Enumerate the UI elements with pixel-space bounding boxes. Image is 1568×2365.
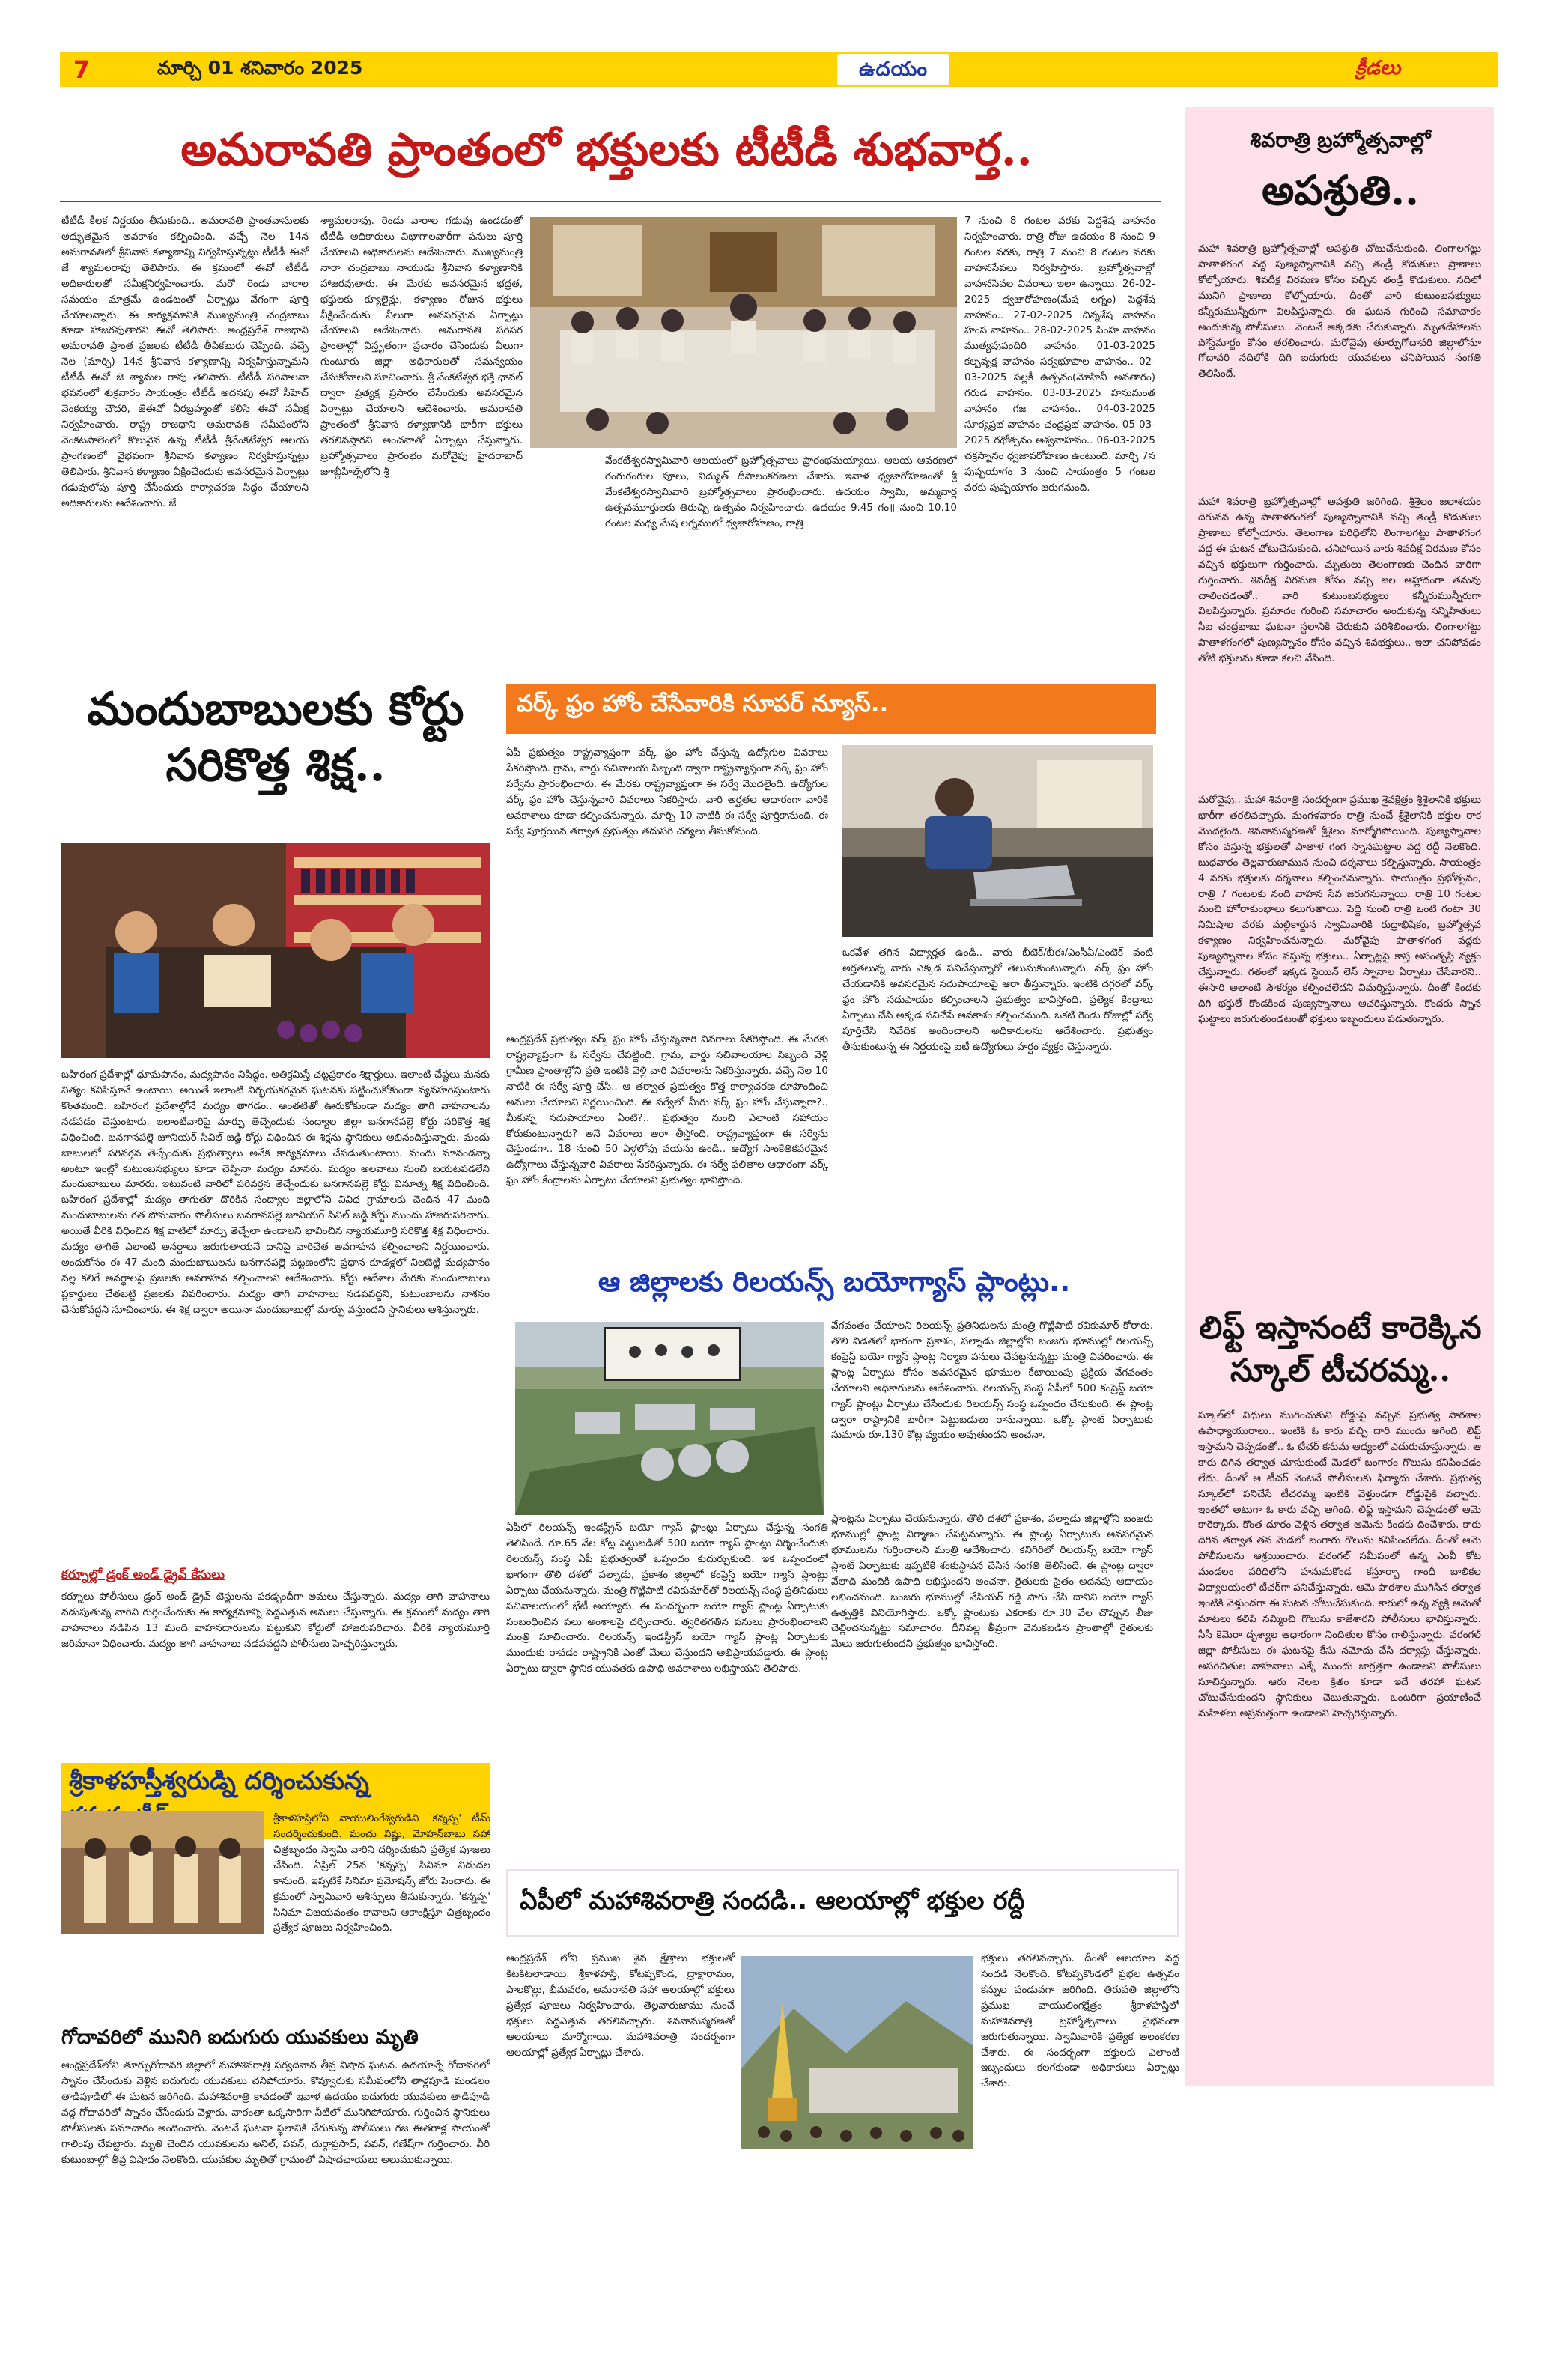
temples-headline-box (506, 1869, 1179, 1937)
page-number: 7 (60, 52, 103, 87)
biogas-plant-photo (515, 1322, 824, 1515)
wfh-headline: వర్క్ ఫ్రం హోం చేసేవారికి సూపర్ న్యూస్.. (517, 690, 889, 717)
lead-headline: అమరావతి ప్రాంతంలో భక్తులకు టీటీడీ శుభవార్త.. (180, 124, 1033, 176)
sidebar-text-3: మరోవైపు.. మహా శివరాత్రి సందర్భంగా ప్రముఖ శైవక్షేత్రం శ్రీశైలానికి భక్తులు భారీగా తరలివచ్చారు. మంగళవారం రాత్రి నుంచే శ్రీశైలానికి భక్తుల రాక మొదలైంది. శివనామస్మరణతో శ్రీశైలం మార్మోగిపోయింది. పుణ్యస్నానాల కోసం వస్తున్న భక్తులతో పాతాళ గంగ స్నానఘట్టాల వద్ద రద్దీ నెలకొంది. బుధవారం తెల్లవారుజామున నుంచి దర్శనాలు కల్పిస్తున్నారు. సాయంత్రం 4 వరకు భక్తులకు దర్శనాలు కల్పించనున్నారు. సాయంత్రం ప్రభోత్సవం, రాత్రి 7 గంటలకు నంది వాహన సేవ జరుగనున్నాయి. రాత్రి 10 గంటల నుంచి హోరాకుంభాలు కలుగుతాయి. పెద్ది నుంచి రాత్రి ఒంటి గంటా 30 నిమిషాల వరకు మల్లికార్జున స్వామివారికి రుద్రాభిషేకం, బ్రహ్మోత్సవ కళ్యాణం నిర్వహించనున్నారు. మరోవైపు పాతాళగంగ వద్దకు పుణ్యస్నానాల కోసం వస్తున్న భక్తులు.. ఏర్పాట్లపై కాస్త అసంతృప్తి వ్యక్తం చేస్తున్నారు. గతంలో ఇక్కడ స్టెయిన్ లెస్ స్నానాల ఏర్పాటు చేసేవారని.. ఈసారి అలాంటి సౌకర్యం కల్పించలేదని విమర్శిస్తున్నారు. దీంతో కిందకు దిగి భక్తులే కొండకింద పుణ్యస్నానాలు ఆచరిస్తున్నారు. కొందరు స్నాన ఘట్టాలు జరుగుతుండటంతో భక్తులు ఇబ్బందులు పడుతున్నారు. (1198, 794, 1481, 1025)
kannappa-text: శ్రీకాళహస్తిలోని వాయులింగేశ్వరుడిని 'కన్నప్ప' టీమ్ సందర్శించుకుంది. మంచు విష్ణు, మోహన్‌బాబు సహా చిత్రబృందం స్వామి వారిని దర్శించుకుని ప్రత్యేక పూజలు చేసింది. ఏప్రిల్ 25న 'కన్నప్ప' సినిమా విడుదల కానుంది. ఇప్పటికే సినిమా ప్రమోషన్స్ జోరు పెంచారు. ఈ క్రమంలో స్వామివారి ఆశీస్సులు తీసుకున్నారు. 'కన్నప్ప' సినిమా విజయవంతం కావాలని ఆకాంక్షిస్తూ చిత్రబృందం ప్రత్యేక పూజలు నిర్వహించింది. (273, 1812, 490, 1934)
wfh-text-2: ఆంధ్రప్రదేశ్ ప్రభుత్వం వర్క్ ఫ్రం హోం చేస్తున్నవారి వివరాలు సేకరిస్తోంది. ఈ మేరకు రాష్ట్రవ్యాప్తంగా ఓ సర్వేను చేపట్టింది. గ్రామ, వార్డు సచివాలయాల సిబ్బంది వెళ్లి గ్రామీణ ప్రాంతాల్లోని ప్రతి ఇంటికి వెళ్లి వారి వివరాలను సేకరిస్తున్నారు. వచ్చే నెల 10 నాటికి ఈ సర్వే పూర్తి చేసి.. ఆ తర్వాత ప్రభుత్వం కొత్త కార్యాచరణ రూపొందించి అమలు చేయాలని నిర్ణయించింది. ఈ సర్వేలో మీరు వర్క్ ఫ్రం హోం చేస్తున్నారా?.. మీకున్న సదుపాయాలు ఏంటి?.. ప్రభుత్వం నుంచి ఎలాంటి సహాయం కోరుకుంటున్నారు? అనే వివరాలు ఆరా తీస్తోంది. రాష్ట్రవ్యాప్తంగా ఈ సర్వేను చేస్తుండగా.. 18 నుంచి 50 ఏళ్లలోపు వయసు ఉండి.. ఉద్యోగ సాంకేతికపరమైన ఉద్యోగాలు చేస్తున్నవారి వివరాలు సేకరిస్తున్నారు. ఈ సర్వే ఫలితాల ఆధారంగా వర్క్ ఫ్రం హోం కేంద్రాలను ఏర్పాటు చేయాలని ప్రభుత్వం భావిస్తోంది. (506, 1033, 828, 1187)
headline-divider (60, 201, 1161, 202)
court-headline: మందుబాబులకు కోర్టు సరికొత్త శిక్ష.. (87, 683, 464, 792)
sidebar-title: అపశ్రుతి.. (1262, 166, 1419, 214)
header-date: మార్చి 01 శనివారం 2025 (157, 57, 363, 79)
ttd-meeting-photo (530, 217, 957, 448)
section-name[interactable]: క్రీడలు (1355, 57, 1401, 79)
reliance-text-2: ఏపీలో రిలయన్స్ ఇండస్ట్రీస్ బయో గ్యాస్ ప్లాంట్లు ఏర్పాటు చేస్తున్న సంగతి తెలిసిందే. రూ.65 వేల కోట్ల పెట్టుబడితో 500 బయో గ్యాస్ ప్లాంట్లు నిర్మించేందుకు రిలయన్స్ సంస్థ ఏపీ ప్రభుత్వంతో ఒప్పందం కుదుర్చుకుంది. ఇక ఒప్పందంలో భాగంగా తొలి దశలో పల్నాడు, ప్రకాశం జిల్లాలో కంప్రెస్డ్ బయో గ్యాస్ ప్లాంట్లు ఏర్పాటు చేయనున్నారు. మంత్రి గొట్టిపాటి రవికుమార్‌తో రిలయన్స్ సంస్థ ప్రతినిధులు సచివాలయంలో భేటీ అయ్యారు. ఈ సందర్భంగా బయో గ్యాస్ ప్లాంట్ల ఏర్పాటుకు సంబంధించిన పలు అంశాలపై చర్చించారు. త్వరితగతిన పనులు ప్రారంభించాలని మంత్రి సూచించారు. రిలయన్స్ ఇండస్ట్రీస్ బయో గ్యాస్ ప్లాంట్ల ఏర్పాటుకు ముందుకు రావడం రాష్ట్రానికి ఎంతో మేలు చేస్తుందని అభిప్రాయపడ్డారు. ఈ ప్లాంట్ల ఏర్పాటు ద్వారా స్థానిక యువతకు ఉపాధి అవకాశాలు లభిస్తాయని తెలిపారు. (506, 1522, 828, 1675)
court-story-text-2: కర్నూలు పోలీసులు డ్రంక్ అండ్ డ్రైవ్ టెస్టులను పకడ్బందీగా అమలు చేస్తున్నారు. మద్యం తాగి వాహనాలు నడుపుతున్న వారిని గుర్తించేందుకు ఈ కార్యక్రమాన్ని పెద్దఎత్తున అమలు చేస్తున్నారు. ఈ క్రమంలో మద్యం తాగి వాహనాలు నడిపిన 13 మంది వాహనదారులను పట్టుకుని కోర్టులో హాజరుపరిచారు. వీరికి న్యాయమూర్తి జరిమానా విధించారు. మద్యం తాగి వాహనాలు నడపవద్దని పోలీసులు హెచ్చరిస్తున్నారు. (61, 1591, 490, 1650)
lead-column-4: 7 నుంచి 8 గంటల వరకు పెద్దశేష వాహనం నిర్వహించారు. రాత్రి రోజు ఉదయం 8 నుంచి 9 గంటల వరకు, రాత్రి 7 నుంచి 8 గంటల వరకు వాహనసేవలు నిర్వహిస్తారు. బ్రహ్మోత్సవాల్లో వాహనసేవల వివరాలు ఇలా ఉన్నాయి. 26-02-2025 ధ్వజారోహణం(మేష లగ్నం) పెద్దశేష వాహనం.. 27-02-2025 చిన్నశేష వాహనం హంస వాహనం.. 28-02-2025 సింహ వాహనం ముత్యపుపందిరి వాహనం. 01-03-2025 కల్పవృక్ష వాహనం సర్వభూపాల వాహనం.. 02-03-2025 పల్లకీ ఉత్సవం(మోహినీ అవతారం) గరుడ వాహనం. 03-03-2025 హనుమంత వాహనం గజ వాహనం.. 04-03-2025 సూర్యప్రభ వాహనం చంద్రప్రభ వాహనం. 05-03-2025 రథోత్సవం అశ్వవాహనం.. 06-03-2025 చక్రస్నానం ధ్వజావరోహణం ఉంటుంది. మార్చి 7న పుష్పయాగం 3 నుంచి సాయంత్రం 5 గంటల వరకు పుష్పయాగం జరుగనుంది. (964, 215, 1155, 494)
lead-column-2: శ్యామలరావు. రెండు వారాల గడువు ఉండడంతో టీటీడీ అధికారులు విభాగాలవారీగా పనులు పూర్తి చేయాలని అధికారులను ఆదేశించారు. ముఖ్యమంత్రి నారా చంద్రబాబు నాయుడు శ్రీనివాస కళ్యాణానికి హాజరవుతారు. ఈ మేరకు అవసరమైన భద్రత, భక్తులకు క్యూలైన్లు, కళ్యాణం రోజున భక్తులు వీక్షించేందుకు వీలుగా అవసరమైన ఏర్పాట్లు చేయాలని ఆదేశించారు. అమరావతి పరిసర ప్రాంతాల్లో విస్తృతంగా ప్రచారం చేసేందుకు వీలుగా గుంటూరు జిల్లా అధికారులతో సమన్వయం చేసుకోవాలని సూచించారు. శ్రీ వేంకటేశ్వర భక్తి ఛానల్ ద్వారా ప్రత్యక్ష ప్రసారం చేసేందుకు అవసరమైన ఏర్పాట్లు చేయాలని ఆదేశించారు. అమరావతి ప్రాంతంలో శ్రీనివాస కళ్యాణానికి భారీగా భక్తులు తరలివస్తారని అంచనాతో ఏర్పాట్లు చేస్తున్నారు. బ్రహ్మోత్సవాలు ప్రారంభం మరోవైపు హైదరాబాద్ జూబ్లీహిల్స్‌లోని శ్రీ (320, 215, 523, 478)
logo-text: ఉదయం (858, 58, 929, 81)
reliance-text-1: వేగవంతం చేయాలని రిలయన్స్ ప్రతినిధులను మంత్రి గొట్టిపాటి రవికుమార్ కోరారు. తొలి విడతలో భాగంగా ప్రకాశం, పల్నాడు జిల్లాల్లోని బంజరు భూముల్లో రిలయన్స్ కంప్రెస్డ్ బయో గ్యాస్ ప్లాంట్ల నిర్మాణ పనులు చేపట్టనున్నట్టు మంత్రి వివరించారు. ఈ ప్లాంట్ల ఏర్పాటు కోసం అవసరమైన భూముల కేటాయింపు ప్రక్రియ వేగవంతం చేయాలని అధికారులను ఆదేశించారు. రిలయన్స్ సంస్థ ఏపీలో 500 కంప్రెస్డ్ బయో గ్యాస్ ప్లాంట్లు ఏర్పాటు చేసేందుకు రిలయన్స్ సంస్థ ఒప్పందం చేసుకుంది. ఈ ప్లాంట్ల ద్వారా రాష్ట్రానికి భారీగా పెట్టుబడులు రానున్నాయి. ఒక్కో ప్లాంట్ ఏర్పాటుకు సుమారు రూ.130 కోట్ల వ్యయం అవుతుందని అంచనా. (831, 1320, 1153, 1442)
sidebar-text-2: మహా శివరాత్రి బ్రహ్మోత్సవాల్లో అపశ్రుతి జరిగింది. శ్రీశైలం జలాశయం దిగువన ఉన్న పాతాళగంగలో పుణ్యస్నానానికి వచ్చి తండ్రీ కొడుకులు ప్రాణాలు కోల్పోయారు. తెలంగాణ పరిధిలోని లింగాలగట్టు పాతాళగంగ వద్ద ఈ ఘటన చోటుచేసుకుంది. చనిపోయిన వారు శివదీక్ష విరమణ కోసం వచ్చిన భక్తులుగా గుర్తించారు. మృతులు తెలంగాణకు చెందిన వారిగా గుర్తించారు. శివదీక్ష విరమణ కోసం వచ్చి జల ఆహ్లాదంగా తనువు చాలించడంతో.. వారి కుటుంబసభ్యులు కన్నీరుమున్నీరుగా విలపిస్తున్నారు. ప్రమాదం గురించి సమాచారం అందుకున్న సన్నిహితులు సీఐ చంద్రబాబు ఘటనా స్థలానికి చేరుకుని పరిశీలించారు. లింగాలగట్టు పాతాళగంగలో పుణ్యస్నానం కోసం వచ్చిన శివభక్తులు.. ఇలా చనిపోవడం తోటి భక్తులను కూడా కలచి వేసింది. (1198, 496, 1481, 665)
newspaper-logo[interactable] (837, 54, 949, 85)
laptop-photo (842, 745, 1153, 937)
reliance-text-3: ప్లాంట్లను ఏర్పాటు చేయనున్నారు. తొలి దశలో ప్రకాశం, పల్నాడు జిల్లాల్లోని బంజరు భూముల్లో ప్లాంట్ల నిర్మాణం చేపట్టనున్నారు. ఈ ప్లాంట్ల ఏర్పాటుకు అవసరమైన భూములను గుర్తించాలని మంత్రి ఆదేశించారు. కనిగిరిలో రిలయన్స్ బయో గ్యాస్ ప్లాంట్ ఏర్పాటుకు ఇప్పటికే శంకుస్థాపన చేసిన సంగతి తెలిసిందే. ఈ ప్లాంట్ల ద్వారా వేలాది మందికి ఉపాధి లభిస్తుందని అంచనా. రైతులకు సైతం అదనపు ఆదాయం లభించనుంది. బంజరు భూముల్లో నేపియర్ గడ్డి సాగు చేసి దానిని బయో గ్యాస్ ఉత్పత్తికి వినియోగిస్తారు. ఒక్కో ప్లాంటుకు ఎకరాకు రూ.30 వేల చొప్పున లీజు చెల్లించనున్నట్టు సమాచారం. దీనివల్ల తీవ్రంగా వెనుకబడిన ప్రాంతాల్లో రైతులకు మేలు జరుగుతుందని ప్రభుత్వం భావిస్తోంది. (831, 1513, 1153, 1651)
reliance-headline: ఆ జిల్లాలకు రిలయన్స్ బయోగ్యాస్ ప్లాంట్లు.. (598, 1266, 1071, 1298)
temples-headline: ఏపీలో మహాశివరాత్రి సందడి.. ఆలయాల్లో భక్తుల రద్దీ (520, 1886, 1025, 1915)
lead-column-1: టీటీడీ కీలక నిర్ణయం తీసుకుంది.. అమరావతి ప్రాంతవాసులకు అద్భుతమైన అవకాశం కల్పించింది. వచ్చే నెల 14న అమరావతిలో శ్రీనివాస కళ్యాణాన్ని నిర్వహిస్తున్నట్లు టీటీడీ ఈవో జే శ్యామలరావు తెలిపారు. ఈ క్రమంలో ఈవో టీటీడీ అధికారులతో సమీక్షనిర్వహించారు. మరో రెండు వారాల సమయం మాత్రమే ఉండటంతో ఏర్పాట్లు వేగంగా పూర్తి చేయాలన్నారు. ఈ కార్యక్రమానికి ముఖ్యమంత్రి చంద్రబాబు కూడా హాజరవుతారని ఈవో తెలిపారు. అంధ్రప్రదేశ్ రాజధాని అమరావతి ప్రాంత ప్రజలకు టీటీడీ తీపికబురు చెప్పింది. వచ్చే నెల (మార్చి) 14న శ్రీనివాస కళ్యాణాన్ని నిర్వహిస్తున్నామని టీటీడీ ఈవో జె శ్యామల రావు తెలిపారు. టీటీడీ పరిపాలనా భవనంలో శుక్రవారం సాయంత్రం టీటీడీ అదనపు ఈవో సీహెచ్ వెంకయ్య చౌదరి, జేఈవో వీరబ్రహ్మంతో కలిసి ఈవో సమీక్ష నిర్వహించారు. రాష్ట్ర రాజధాని అమరావతి సమీపంలోని వెంకటపాలెంలో కొలువైన ఉన్న టీటీడీ శ్రీవేంకటేశ్వర ఆలయ ప్రాంగణంలో వైభవంగా శ్రీనివాస కళ్యాణం నిర్వహిస్తున్నట్లు తెలిపారు. శ్రీనివాస కళ్యాణం వీక్షించేందుకు అవసరమైన ఏర్పాట్లు గడువులోపు పూర్తి చేసేందుకు కార్యాచరణ సిద్ధం చేయాలని అధికారులను ఆదేశించారు. జే (61, 215, 309, 509)
court-subhead: కర్నూల్లో డ్రంక్ అండ్ డ్రైవ్ కేసులు (61, 1567, 225, 1582)
liquor-shop-photo (61, 843, 490, 1058)
temple-crowd-photo (741, 1956, 973, 2149)
lift-headline: లిఫ్ట్ ఇస్తానంటే కారెక్కిన స్కూల్ టీచరమ్మ.. (1199, 1309, 1482, 1388)
godavari-headline: గోదావరిలో మునిగి ఐదుగురు యువకులు మృతి (61, 2027, 419, 2049)
lead-column-3: వేంకటేశ్వరస్వామివారి ఆలయంలో బ్రహ్మోత్సవాలు ప్రారంభమయ్యాయి. ఆలయ ఆవరణలో రంగురంగుల పూలు, విద్యుత్ దీపాలంకరణలు చేశారు. ఇవాళ ధ్వజారోహణంతో శ్రీ వేంకటేశ్వరస్వామివారి బ్రహ్మోత్సవాలు ప్రారంభించారు. ఉదయం స్వామి, అమ్మవార్ల ఉత్సవమూర్తులకు తిరుచ్చి ఉత్సవం నిర్వహించారు. ఉదయం 9.45 గం॥ నుంచి 10.10 గంటల మధ్య మేష లగ్నములో ధ్వజారోహణం, రాత్రి (605, 455, 957, 529)
temples-text-2: భక్తులు తరలివచ్చారు. దీంతో ఆలయాల వద్ద సందడి నెలకొంది. కోటప్పకొండలో ప్రభల ఉత్సవం కన్నుల పండువగా జరిగింది. తిరుపతి జిల్లాలోని ప్రముఖ వాయులింగక్షేత్రం శ్రీకాళహస్తిలో మహాశివరాత్రి బ్రహ్మోత్సవాలు వైభవంగా జరుగుతున్నాయి. స్వామివారికి ప్రత్యేక అలంకరణ చేశారు. ఈ సందర్భంగా భక్తులకు ఎలాంటి ఇబ్బందులు కలగకుండా అధికారులు ఏర్పాట్లు చేశారు. (981, 1952, 1179, 2090)
godavari-text: ఆంధ్రప్రదేశ్‌లోని తూర్పుగోదావరి జిల్లాలో మహాశివరాత్రి పర్వదినాన తీవ్ర విషాద ఘటన. ఉదయాన్నే గోదావరిలో స్నానం చేసేందుకు వెళ్లిన ఐదుగురు యువకులు చనిపోయారు. కొవ్వూరుకు సమీపంలోని తాళ్లపూడి మండలం తాడిపూడిలో ఈ ఘటన జరిగింది. మహాశివరాత్రి కావడంతో ఇవాళ ఉదయం ఐదుగురు యువకులు తాడిపూడి వద్ద గోదావరిలో స్నానం చేసేందుకు వెళ్లారు. వారంతా ఒక్కసారిగా నీటిలో మునిగిపోయారు. గుర్తించిన స్థానికులు పోలీసులకు సమాచారం అందించారు. వెంటనే ఘటనా స్థలానికి చేరుకున్న పోలీసులు గజ ఈతగాళ్ల సాయంతో గాలింపు చేపట్టారు. మృతి చెందిన యువకులను అనిల్, పవన్, దుర్గాప్రసాద్, పవన్, గణేష్‌గా గుర్తించారు. వీరి కుటుంబాల్లో తీవ్ర విషాదం నెలకొంది. యువకుల మృతితో గ్రామంలో విషాదఛాయలు అలుముకున్నాయి. (61, 2059, 490, 2166)
wfh-text-1: ఏపీ ప్రభుత్వం రాష్ట్రవ్యాప్తంగా వర్క్ ఫ్రం హోం చేస్తున్న ఉద్యోగుల వివరాలు సేకరిస్తోంది. గ్రామ, వార్డు సచివాలయ సిబ్బంది ద్వారా రాష్ట్రవ్యాప్తంగా వర్క్ ఫ్రం హోం సర్వేను ప్రారంభించారు. ఈ మేరకు రాష్ట్రవ్యాప్తంగా ఈ సర్వే మొదలైంది. ఉద్యోగుల వర్క్ ఫ్రం హోం చేస్తున్నవారి వివరాలు సేకరిస్తారు. వారి అర్హతల ఆధారంగా వారికి అవకాశాలు కూడా కల్పించనున్నారు. మార్చి 10 నాటికి ఈ సర్వే పూర్తికానుంది. ఈ సర్వే పూర్తయిన తర్వాత ప్రభుత్వం తదుపరి చర్యలు తీసుకోనుంది. (506, 747, 828, 837)
court-story-text: బహిరంగ ప్రదేశాల్లో ధూమపానం, మద్యపానం నిషిద్ధం. అతిక్రమిస్తే చట్టప్రకారం శిక్షార్హులు. ఇలాంటి చేష్టలు మనకు నిత్యం కనిపిస్తూనే ఉంటాయి. అయితే ఇలాంటి నిర్భయకరమైన ఘటనకు పట్టించుకోకుండా వ్యవహరిస్తుంటారు కొంతమంది. బహిరంగ ప్రదేశాల్లోనే మద్యం తాగడం.. అంతటితో ఊరుకోకుండా మద్యం తాగి వాహనాలను నడపడం చేస్తుంటారు. ఇలాంటివారిపై మార్పు తెచ్చేందుకు సంద్యాల జిల్లా బనగానపల్లె కోర్టు సరికొత్త శిక్ష విధించింది. బనగానపల్లె జూనియర్ సివిల్ జడ్జి కోర్టు విధించిన ఈ శిక్షను స్థానికులు అభినందిస్తున్నారు. మందు బాబులలో పరివర్తన తెచ్చేందుకు ప్రభుత్వాలు అనేక కార్యక్రమాలు చేపడుతుంటాయి. మందు మానండన్నా అంటూ ఇంట్లో కుటుంబసభ్యులు కూడా చెప్పినా మద్యం మానరు. మద్యం అలవాటు నుంచి బయటపడలేని మందుబాబులు మారరు. ఇటువంటి వారిలో పరివర్తన తెచ్చేందుకు బనగానపల్లె కోర్టు వినూత్న శిక్ష విధించింది. బహిరంగ ప్రదేశాల్లో మద్యం తాగుతూ దొరికిన సంద్యాల జిల్లాలోని వివిధ గ్రామాలకు చెందిన 47 మంది మందుబాబులను గత సోమవారం పోలీసులు బనగానపల్లె జూనియర్ సివిల్ జడ్జి కోర్టు ముందు హాజరుపరిచారు. అయితే వీరికి విధించిన శిక్ష వాటిలో మార్పు తెచ్చేలా ఉండాలని భావించిన న్యాయమూర్తి సరికొత్త శిక్ష విధించారు. మద్యం తాగితే ఎలాంటి అనర్థాలు జరుగుతాయనే దానిపై వారిచేత అవగాహన కల్పించాలని నిర్ణయించారు. అందుకోసం ఈ 47 మంది మందుబాబులను బనగానపల్లె పట్టణంలోని ప్రధాన కూడళ్లలో నిలబెట్టి మద్యపానం వల్ల కలిగే అనర్థాలపై ప్రజలకు అవగాహన కల్పించాలని ఆదేశించారు. కోర్టు ఆదేశాల మేరకు మందుబాబులు ప్లకార్డులు చేతబట్టి ప్రజలకు వివరించారు. మద్యం తాగి వాహనాలు నడపవద్దని, కుటుంబాలను నాశనం చేసుకోవద్దని సూచించారు. ఈ శిక్ష ద్వారా అయినా మందుబాబుల్లో మార్పు వస్తుందని స్థానికులు ఆశిస్తున్నారు. (61, 1069, 490, 1316)
kannappa-headline: శ్రీకాళహస్తీశ్వరుడ్ని దర్శించుకున్న (61, 1763, 490, 1839)
wfh-headline-box (506, 684, 1156, 734)
sidebar-text-1: మహా శివరాత్రి బ్రహ్మోత్సవాల్లో అపశ్రుతి చోటుచేసుకుంది. లింగాలగట్టు పాతాళగంగ వద్ద పుణ్యస్నానానికి వచ్చి తండ్రీ కొడుకులు ప్రాణాలు కోల్పోయారు. శివదీక్ష విరమణ కోసం వచ్చిన తండ్రీ కొడుకులు. నదిలో మునిగి ప్రాణాలు కోల్పోయారు. దీంతో వారి కుటుంబసభ్యులు కన్నీరుమున్నీరుగా విలపిస్తున్నారు. ఈ ఘటన గురించి సమాచారం అందుకున్న పోలీసులు.. వెంటనే అక్కడకు చేరుకున్నారు. మృతదేహాలను పోస్ట్‌మార్టం కోసం తరలించారు. మరోవైపు తూర్పుగోదావరి జిల్లాలోనూ గోదావరి నదిలోకి దిగి ఐదుగురు యువకులు చనిపోయిన సంగతి తెలిసిందే. (1198, 243, 1481, 380)
temples-text-1: ఆంధ్రప్రదేశ్ లోని ప్రముఖ శైవ క్షేత్రాలు భక్తులతో కిటకిటలాడాయి. శ్రీకాళహస్తి, కోటప్పకొండ, ద్రాక్షారామం, పాలకొల్లు, భీమవరం, అమరావతి సహా ఆలయాల్లో భక్తులు ప్రత్యేక పూజలు నిర్వహించారు. తెల్లవారుజాము నుంచే భక్తులు పెద్దఎత్తున తరలివచ్చారు. శివనామస్మరణతో ఆలయాలు మార్మోగాయి. మహాశివరాత్రి సందర్భంగా ఆలయాల్లో ప్రత్యేక ఏర్పాట్లు చేశారు. (506, 1952, 735, 2059)
lift-story-text: స్కూల్‌లో విధులు ముగించుకుని రోడ్డుపై వచ్చిన ప్రభుత్వ పాఠశాల ఉపాధ్యాయురాలు.. ఇంటికి ఓ కారు వచ్చి దారి ముందు ఆగింది. లిఫ్ట్ ఇస్తామని చెప్పడంతో.. ఓ టీచర్ కనుమ ఆధ్యంలో ఎదురుచూస్తున్నారు. ఆ కారు దిగిన తర్వాత చూసుకుంటే మెడలో బంగారం గొలుసు కనిపించడం లేదు. దీంతో ఆ టీచర్ వెంటనే పోలీసులకు ఫిర్యాదు చేశారు. ప్రభుత్వ స్కూల్‌లో పనిచేసే టీచరమ్మ ఇంటికి వెళ్తుండగా రోడ్డుపైకి వచ్చారు. ఇంతలో అటుగా ఓ కారు వచ్చి ఆగింది. లిఫ్ట్ ఇస్తామని చెప్పడంతో ఆమె కారెక్కారు. కొంత దూరం వెళ్లిన తర్వాత ఆమెను కిందకు దించేశారు. కారు దిగిన తర్వాత తన మెడలో బంగారు గొలుసు కనిపించలేదు. దీంతో ఆమె పోలీసులను ఆశ్రయించారు. వరంగల్ సమీపంలో ఉన్న ఎంవీ కోట మండలం పరిధిలోని హనుమకొండ కస్తూర్బా గాంధీ బాలికల విద్యాలయంలో టీచర్‌గా పనిచేస్తున్నారు. ఆమె పాఠశాల ముగిసిన తర్వాత ఇంటికి వెళ్తుండగా ఈ ఘటన చోటుచేసుకుంది. కారులో ఉన్న వ్యక్తి ఆమెతో మాటలు కలిపి నమ్మించి గొలుసు కాజేశారని పోలీసులు భావిస్తున్నారు. సీసీ కెమెరా దృశ్యాల ఆధారంగా నిందితుల కోసం గాలిస్తున్నారు. వరంగల్ జిల్లా పోలీసులు ఈ ఘటనపై కేసు నమోదు చేసి దర్యాప్తు చేస్తున్నారు. అపరిచితుల వాహనాలు ఎక్కే ముందు జాగ్రత్తగా ఉండాలని పోలీసులు సూచిస్తున్నారు. ఆరు నెలల క్రితం కూడా ఇదే తరహా ఘటన చోటుచేసుకుందని స్థానికులు చెబుతున్నారు. ఒంటరిగా ప్రయాణించే మహిళలు అప్రమత్తంగా ఉండాలని హెచ్చరిస్తున్నారు. (1198, 1409, 1481, 1719)
kannappa-team-photo (61, 1811, 264, 1934)
sidebar-kicker: శివరాత్రి బ్రహ్మోత్సవాల్లో (1250, 129, 1431, 152)
wfh-text-3: ఒకవేళ తగిన విద్యార్హత ఉండి.. వారు బీటెక్/బీఈ/ఎంసీఏ/ఎంటెక్ వంటి అర్హతలున్న వారు ఎక్కడ పనిచేస్తున్నారో తెలుసుకుంటున్నారు. వర్క్ ఫ్రం హోం చేయడానికి అవసరమైన సదుపాయాలపై ఆరా తీస్తున్నారు. ఇంటికి దగ్గరలో వర్క్ ఫ్రం హోం సదుపాయం కల్పించాలని ప్రభుత్వం భావిస్తోంది. ప్రత్యేక కేంద్రాలు ఏర్పాటు చేసి అక్కడ పనిచేసే అవకాశం కల్పించనుంది. ఒకటి రెండు రోజుల్లో సర్వే పూర్తిచేసి నివేదిక అందించాలని అధికారులను ఆదేశించారు. ప్రభుత్వం తీసుకుంటున్న ఈ నిర్ణయంపై ఐటీ ఉద్యోగులు హర్షం వ్యక్తం చేస్తున్నారు. (842, 947, 1153, 1053)
